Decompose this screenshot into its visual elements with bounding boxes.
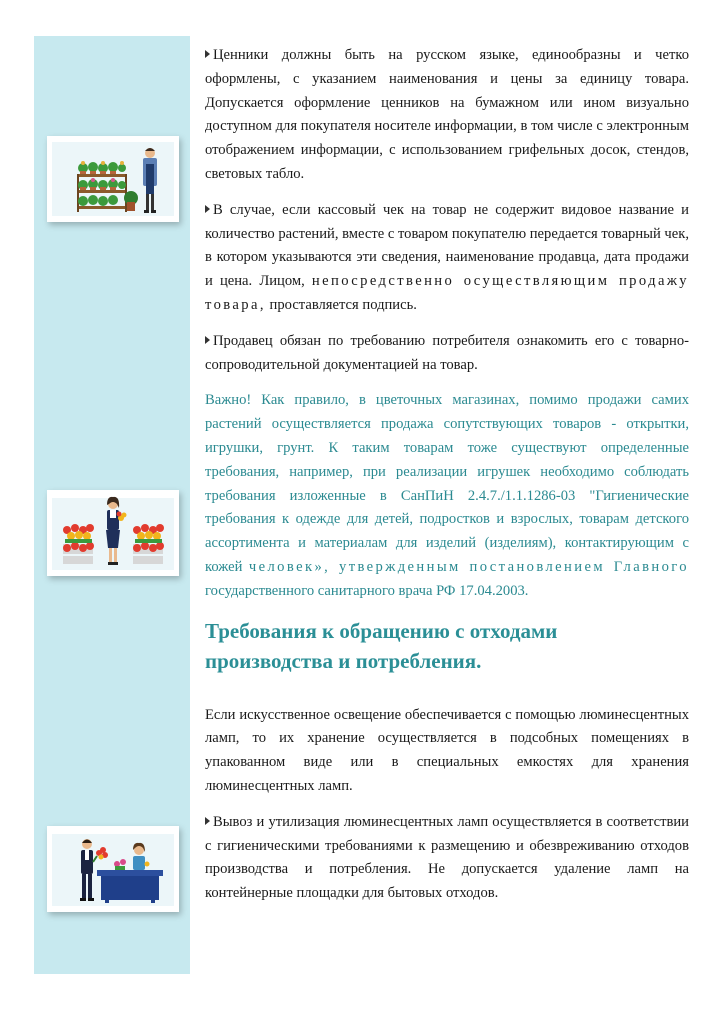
bullet-icon bbox=[205, 50, 210, 58]
bullet-icon bbox=[205, 336, 210, 344]
florist-counter-illustration bbox=[47, 826, 179, 912]
paragraph-documentation: Продавец обязан по требованию потребителя ознакомить его с товарно-сопроводительной документацией на товар. bbox=[205, 332, 689, 373]
paragraph-lamp-disposal: Вывоз и утилизация люминесцентных ламп осуществляется в соответствии с гигиеническими требованиями к размещению и обезвреживанию отходов производства и потребления. Не допускается удаление ламп на контейнерные площадки для бытовых отходов. bbox=[205, 813, 689, 902]
bullet-icon bbox=[205, 205, 210, 213]
paragraph-lamp-storage: Если искусственное освещение обеспечивается с помощью люминесцентных ламп, то их хранение осуществляется в подсобных помещениях в упакованном виде или в специальных емкостях для хранения люминесцентных ламп. bbox=[205, 706, 689, 794]
document-body bbox=[205, 44, 689, 918]
saleswoman-flowers-illustration bbox=[47, 490, 179, 576]
bullet-icon bbox=[205, 817, 210, 825]
paragraph-important-note: Важно! Как правило, в цветочных магазинах, помимо продажи самих растений осуществляется продажа сопутствующих товаров - открытки, игрушки, грунт. К таким товарам тоже существуют определенные требования, например, при реализации игрушек необходимо соблюдать требования изложенные в СанПиН 2.4.7./1.1.1286-03 "Гигиенические требования к одежде для детей, подростков и взрослых, товарам детского ассортимента и материалам для изделий (изделиям), контактирующим с кожей человек», утвержденным постановлением Главного государственного санитарного врача РФ 17.04.2003. bbox=[205, 392, 689, 599]
section-heading: Требования к обращению с отходами производства и потребления. bbox=[205, 618, 558, 673]
paragraph-sales-receipt: В случае, если кассовый чек на товар не содержит видовое название и количество растений, вместе с товаром покупателю передается товарный чек, в котором указываются эти сведения, наименование продавца, дата продажи и цена. Лицом, непосредственно осуществляющим продажу товара, проставляется подпись. bbox=[205, 201, 690, 313]
florist-shelves-illustration bbox=[47, 136, 179, 222]
paragraph-price-tags: Ценники должны быть на русском языке, единообразны и четко оформлены, с указанием наименования и цены за единицу товара. Допускается оформление ценников на бумажном или ином визуально доступном для покупателя носителе информации, в том числе с электронным отображением информации, с использованием грифельных досок, стендов, световых табло. bbox=[205, 47, 689, 182]
